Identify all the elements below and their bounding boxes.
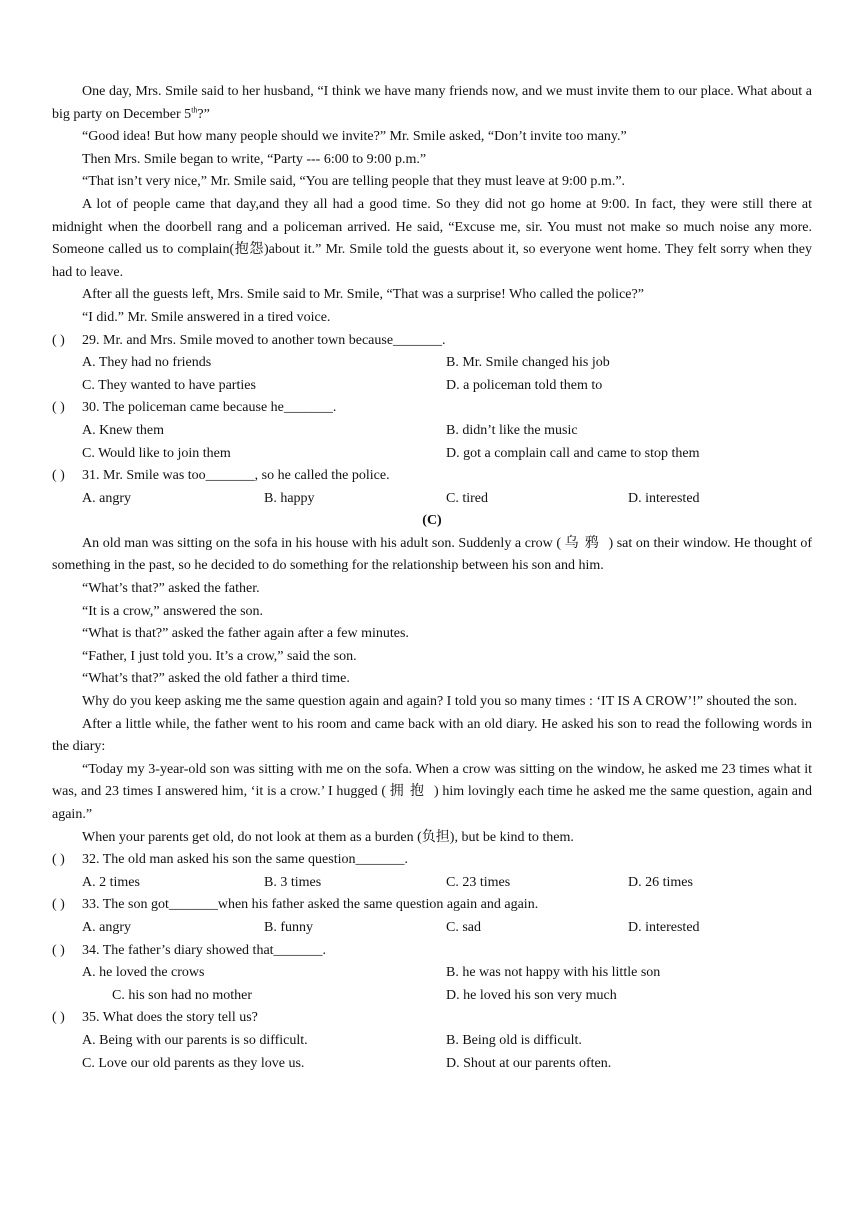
option-a: A. angry [82, 490, 131, 506]
option-d: D. Shout at our parents often. [446, 1055, 612, 1071]
story-text: An old man was sitting on the sofa in his house with his adult son. Suddenly a crow ( [82, 535, 562, 551]
option-c: C. Love our old parents as they love us. [82, 1055, 305, 1071]
question-31 [52, 465, 812, 488]
options-row [52, 1053, 812, 1076]
worksheet-page [52, 81, 812, 1075]
option-a: A. Being with our parents is so difficult. [82, 1032, 308, 1048]
option-a: A. angry [82, 919, 131, 935]
options-row [52, 1030, 812, 1053]
options-row [52, 420, 812, 443]
option-c: C. tired [446, 490, 488, 506]
story-text: One day, Mrs. Smile said to her husband, “I think we have many friends now, and we must invite them to our place. What about a big party on December 5 [52, 84, 812, 122]
option-a: A. 2 times [82, 874, 140, 890]
answer-blank[interactable]: ( ) [52, 1010, 65, 1026]
option-b: B. 3 times [264, 874, 322, 890]
option-c: C. Would like to join them [82, 445, 231, 461]
options-row [52, 375, 812, 398]
story-b-paragraph-4: “That isn’t very nice,” Mr. Smile said, “You are telling people that they must leave at 9:00 p.m.”. [82, 174, 626, 190]
question-29 [52, 330, 812, 353]
question-stem: 30. The policeman came because he_______. [82, 400, 337, 416]
option-c: C. sad [446, 919, 481, 935]
story-b-paragraph-3: Then Mrs. Smile began to write, “Party --- 6:00 to 9:00 p.m.” [82, 151, 427, 167]
superscript: th [191, 104, 198, 114]
section-heading: (C) [422, 513, 442, 529]
story-b-paragraph-7: “I did.” Mr. Smile answered in a tired voice. [82, 309, 331, 325]
option-a: A. They had no friends [82, 355, 212, 371]
story-text: ?” [197, 106, 210, 122]
option-d: D. a policeman told them to [446, 377, 603, 393]
options-row [52, 872, 812, 895]
answer-blank[interactable]: ( ) [52, 897, 65, 913]
story-c-paragraph-4 [52, 759, 812, 827]
options-row [52, 488, 812, 511]
story-c-paragraph-5: When your parents get old, do not look at them as a burden (负担), but be kind to them. [82, 829, 574, 845]
question-stem: 32. The old man asked his son the same question_______. [82, 852, 408, 868]
option-b: B. Mr. Smile changed his job [446, 355, 610, 371]
options-row [52, 962, 812, 985]
story-c-line-4: “Father, I just told you. It’s a crow,” said the son. [82, 648, 357, 664]
story-b-paragraph-1 [52, 81, 812, 126]
question-35 [52, 1007, 812, 1030]
story-c-paragraph-3: After a little while, the father went to his room and came back with an old diary. He asked his son to read the following words in the diary: [52, 716, 812, 755]
story-c-paragraph-2: Why do you keep asking me the same question again and again? I told you so many times : ‘IT IS A CROW’!” shouted the son. [82, 694, 798, 710]
question-33 [52, 894, 812, 917]
question-stem: 35. What does the story tell us? [82, 1010, 258, 1026]
question-stem: 33. The son got_______when his father asked the same question again and again. [82, 897, 539, 913]
story-b-paragraph-5: A lot of people came that day,and they all had a good time. So they did not go home at 9:00. In fact, they were still there at midnight when the doorbell rang and a policeman arrived. He said, “Excuse me, sir. You must not make so much noise any more. Someone called us to complain(抱怨)about it.” Mr. Smile told the guests about it, so everyone went home. They felt sorry when they had to leave. [52, 196, 812, 280]
story-c-line-1: “What’s that?” asked the father. [82, 581, 260, 597]
option-a: A. he loved the crows [82, 965, 205, 981]
option-d: D. he loved his son very much [446, 987, 617, 1003]
option-c: C. They wanted to have parties [82, 377, 256, 393]
story-text: “Today my 3-year-old son was sitting with me on the sofa. When a crow was sitting on the window, he asked me 23 times what it was, and 23 times I answered him, ‘it is a crow.’ I hugged ( [52, 761, 812, 800]
options-row [52, 352, 812, 375]
option-b: B. didn’t like the music [446, 422, 578, 438]
option-d: D. interested [628, 919, 700, 935]
option-b: B. funny [264, 919, 313, 935]
option-d: D. interested [628, 490, 700, 506]
answer-blank[interactable]: ( ) [52, 400, 65, 416]
option-b: B. he was not happy with his little son [446, 965, 661, 981]
option-b: B. happy [264, 490, 315, 506]
story-text: ) him lovingly each time he asked me the same question, again and again.” [52, 784, 813, 822]
story-b-paragraph-6: After all the guests left, Mrs. Smile said to Mr. Smile, “That was a surprise! Who called the police?” [82, 287, 644, 303]
story-c-paragraph-1 [52, 533, 812, 578]
answer-blank[interactable]: ( ) [52, 852, 65, 868]
option-b: B. Being old is difficult. [446, 1032, 582, 1048]
option-c: C. his son had no mother [112, 987, 252, 1003]
option-d: D. 26 times [628, 874, 693, 890]
question-30 [52, 397, 812, 420]
options-row [52, 985, 812, 1008]
story-c-line-5: “What’s that?” asked the old father a third time. [82, 671, 350, 687]
question-stem: 29. Mr. and Mrs. Smile moved to another town because_______. [82, 332, 446, 348]
options-row [52, 443, 812, 466]
answer-blank[interactable]: ( ) [52, 332, 65, 348]
question-stem: 34. The father’s diary showed that_______. [82, 942, 327, 958]
story-b-paragraph-2: “Good idea! But how many people should we invite?” Mr. Smile asked, “Don’t invite too many.” [82, 129, 627, 145]
story-c-line-3: “What is that?” asked the father again after a few minutes. [82, 626, 409, 642]
answer-blank[interactable]: ( ) [52, 468, 65, 484]
option-c: C. 23 times [446, 874, 511, 890]
chinese-gloss: 拥抱 [389, 784, 431, 800]
option-a: A. Knew them [82, 422, 165, 438]
story-c-line-2: “It is a crow,” answered the son. [82, 603, 264, 619]
question-32 [52, 849, 812, 872]
question-34 [52, 940, 812, 963]
options-row [52, 917, 812, 940]
chinese-gloss: 乌鸦 [564, 535, 605, 551]
answer-blank[interactable]: ( ) [52, 942, 65, 958]
story-text: ) sat on their window. He thought of something in the past, so he decided to do something for the relationship between his son and him. [52, 535, 813, 574]
question-stem: 31. Mr. Smile was too_______, so he called the police. [82, 468, 390, 484]
option-d: D. got a complain call and came to stop them [446, 445, 700, 461]
